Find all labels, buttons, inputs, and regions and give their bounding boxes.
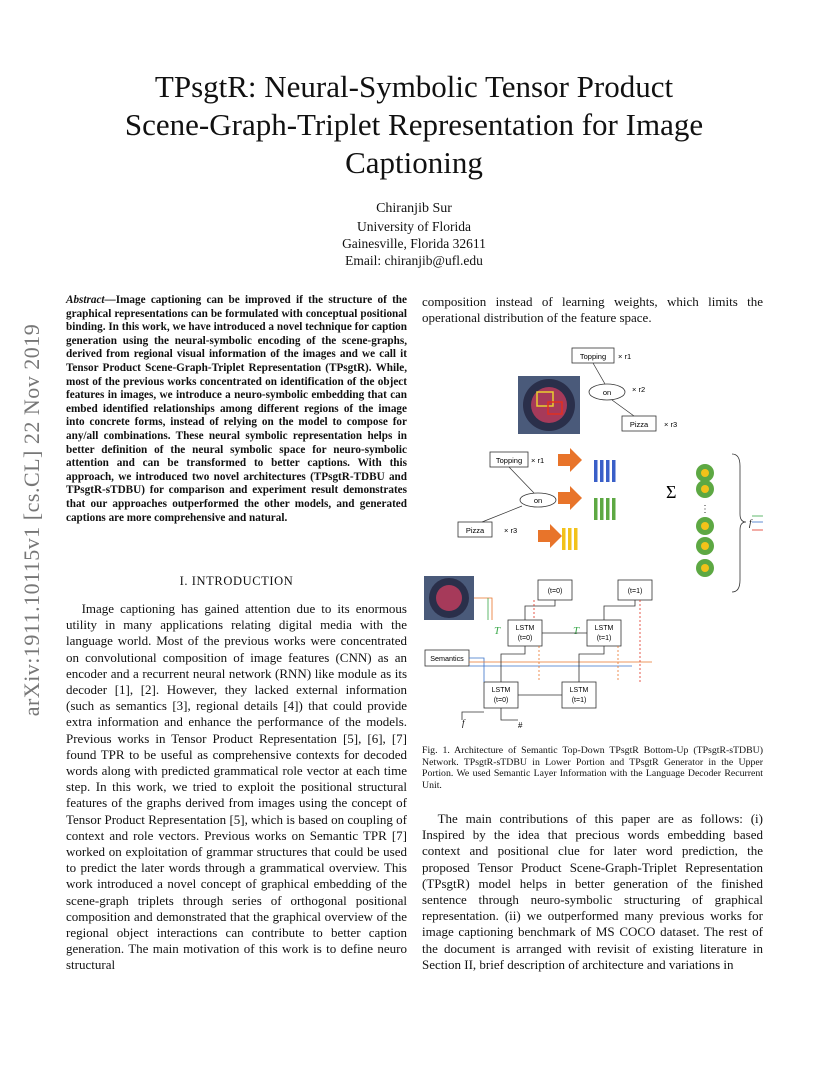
orange-arrow-1 — [558, 448, 582, 472]
section-heading: I. INTRODUCTION — [179, 574, 294, 588]
pizza-photo-top — [518, 376, 580, 434]
hash-label: # — [518, 721, 523, 730]
lstm-lower-1-t: (t=0) — [493, 697, 509, 704]
donut-stack-2 — [696, 517, 714, 555]
author-name: Chiranjib Sur — [376, 201, 452, 216]
pizza-photo-bottom — [424, 576, 474, 620]
arxiv-identifier: arXiv:1911.10115v1 [cs.CL] 22 Nov 2019 — [19, 323, 44, 717]
author-affiliation: University of Florida — [357, 219, 471, 234]
lstm-upper-1-label: LSTM — [515, 625, 535, 632]
arxiv-sidebar — [14, 280, 50, 760]
node-topping-mid-label: Topping — [495, 456, 523, 465]
r3-label-mid: × r3 — [504, 526, 518, 535]
lstm-lower-1-label: LSTM — [491, 687, 511, 694]
abstract-label: Abstract — [66, 294, 105, 306]
t0-label-top: (t=0) — [547, 588, 563, 595]
title-line-2: Scene-Graph-Triplet Representation for Image — [124, 107, 704, 142]
abstract — [66, 294, 407, 525]
blue-blocks — [594, 460, 616, 482]
lstm-upper-2-t: (t=1) — [596, 635, 612, 642]
r1-label-mid: × r1 — [531, 456, 545, 465]
r3-label-top: × r3 — [664, 420, 678, 429]
green-blocks — [594, 498, 616, 520]
figure-caption: Fig. 1. Architecture of Semantic Top-Down TPsgtR Bottom-Up (TPsgtR-sTDBU) Network. TPsgtR-sTDBU in Lower Portion and TPsgtR Generator in the Upper Portion. We used Semantic Layer Information with the Language Decoder Recurrent Unit. — [422, 745, 763, 791]
lstm-upper-2-label: LSTM — [594, 625, 614, 632]
author-email: Email: chiranjib@ufl.edu — [345, 253, 483, 268]
paper-title — [80, 68, 748, 182]
lstm-lower-2-t: (t=1) — [571, 697, 587, 704]
intro-paragraph: Image captioning has gained attention due to its enormous utility in many applications relating digital media with the language world. Most of the previous works were concentrated on convolutional composition of image features (CNN) as an encoder and a recurrent neural network (RNN) like module as its decoder [1], [2]. However, they lacked external information (such as semantics [3], regional details [4]) that could provide extra information and enhance the performance of the models. Previous works in Tensor Product Representation [5], [6], [7] found TPR to be useful as comprehensive contexts for decoded words along with predicted grammatical role vector at each time step. In this work, we tried to exploit the positional structural features of the graphs derived from images using the concept of Tensor Product Representation [5], which is based on coupling of context and role vectors. Previous works on Semantic TPR [7] worked on exploitation of grammar structures that could be used to predict the later words through a grammatical overview. This work introduced a novel concept of graphical embedding of the scene-graph triplets through series of orthogonal positional composition and demonstrated that the graphical overview of the regional object interactions can contribute to better caption generation. The main motivation of this work is to define neuro structural — [66, 601, 407, 973]
node-pizza-mid-label: Pizza — [465, 526, 485, 535]
f-label-right: f — [749, 518, 752, 528]
t1-label-top: (t=1) — [627, 588, 643, 595]
author-location: Gainesville, Florida 32611 — [342, 236, 486, 251]
f-label-bottom: f — [462, 718, 465, 728]
lstm-lower-2-label: LSTM — [569, 687, 589, 694]
node-on-top-label: on — [602, 388, 612, 397]
abstract-text: —Image captioning can be improved if the structure of the graphical representations can be formulated with conceptual positional binding. In this work, we have introduced a novel technique for caption generation using the neural-symbolic encoding of the scene-graphs, derived from regional visual information of the images and we call it Tensor Product Scene-Graph-Triplet Representation (TPsgtR). While, most of the previous works concentrated on identification of the object features in images, we introduce a neuro-symbolic embedding that can embed identified relationships among different regions of the image into concrete forms, instead of relying on the model to compose for any/all combinations. These neural symbolic representation helps in better definition of the neural symbolic space for neuro-symbolic attention and can be transformed to better captions. With this approach, we introduced two novel architectures (TPsgtR-TDBU and TPsgtR-sTDBU) for comparison and experiment result demonstrates that our approaches outperformed the other models, and generated captions are more comprehensive and natural. — [66, 294, 407, 524]
lstm-upper-1-t: (t=0) — [517, 635, 533, 642]
yellow-blocks — [562, 528, 578, 550]
lstm-lower-1 — [484, 682, 518, 708]
T-symbol-2: T — [573, 625, 580, 637]
node-on-mid-label: on — [533, 496, 543, 505]
title-line-1: TPsgtR: Neural-Symbolic Tensor Product — [154, 69, 674, 104]
donut-stack-1 — [696, 464, 714, 498]
contributions-paragraph: The main contributions of this paper are as follows: (i) Inspired by the idea that precious words embedding based context and positional clue for later word prediction, the proposed Tensor Product Scene-Graph-Triplet Representation (TPsgtR) model helps in better generation of the finished sentence through neuro-symbolic structuring of graphical representation. (ii) we outperformed many previous works for image captioning benchmark of MS COCO dataset. The rest of the document is arranged with revisit of existing literature in Section II, brief description of architecture and variations in — [422, 811, 763, 972]
architecture-figure — [422, 336, 763, 734]
semantics-label: Semantics — [430, 654, 464, 663]
orange-arrow-3 — [538, 524, 562, 548]
title-line-3: Captioning — [345, 145, 483, 180]
svg-text:⋮: ⋮ — [700, 504, 710, 515]
lstm-lower-2 — [562, 682, 596, 708]
node-pizza-top-label: Pizza — [629, 420, 649, 429]
lstm-upper-1 — [508, 620, 542, 646]
orange-arrow-2 — [558, 486, 582, 510]
author-block — [214, 200, 614, 269]
lstm-upper-2 — [587, 620, 621, 646]
node-topping-top-label: Topping — [579, 352, 607, 361]
r1-label-top: × r1 — [618, 352, 632, 361]
right-column-top-text: composition instead of learning weights, which limits the operational distribution of the feature space. — [422, 294, 763, 326]
T-symbol-1: T — [494, 625, 501, 637]
donut-stack-3 — [696, 559, 714, 577]
sigma-symbol: Σ — [666, 482, 677, 502]
r2-label-top: × r2 — [632, 385, 646, 394]
